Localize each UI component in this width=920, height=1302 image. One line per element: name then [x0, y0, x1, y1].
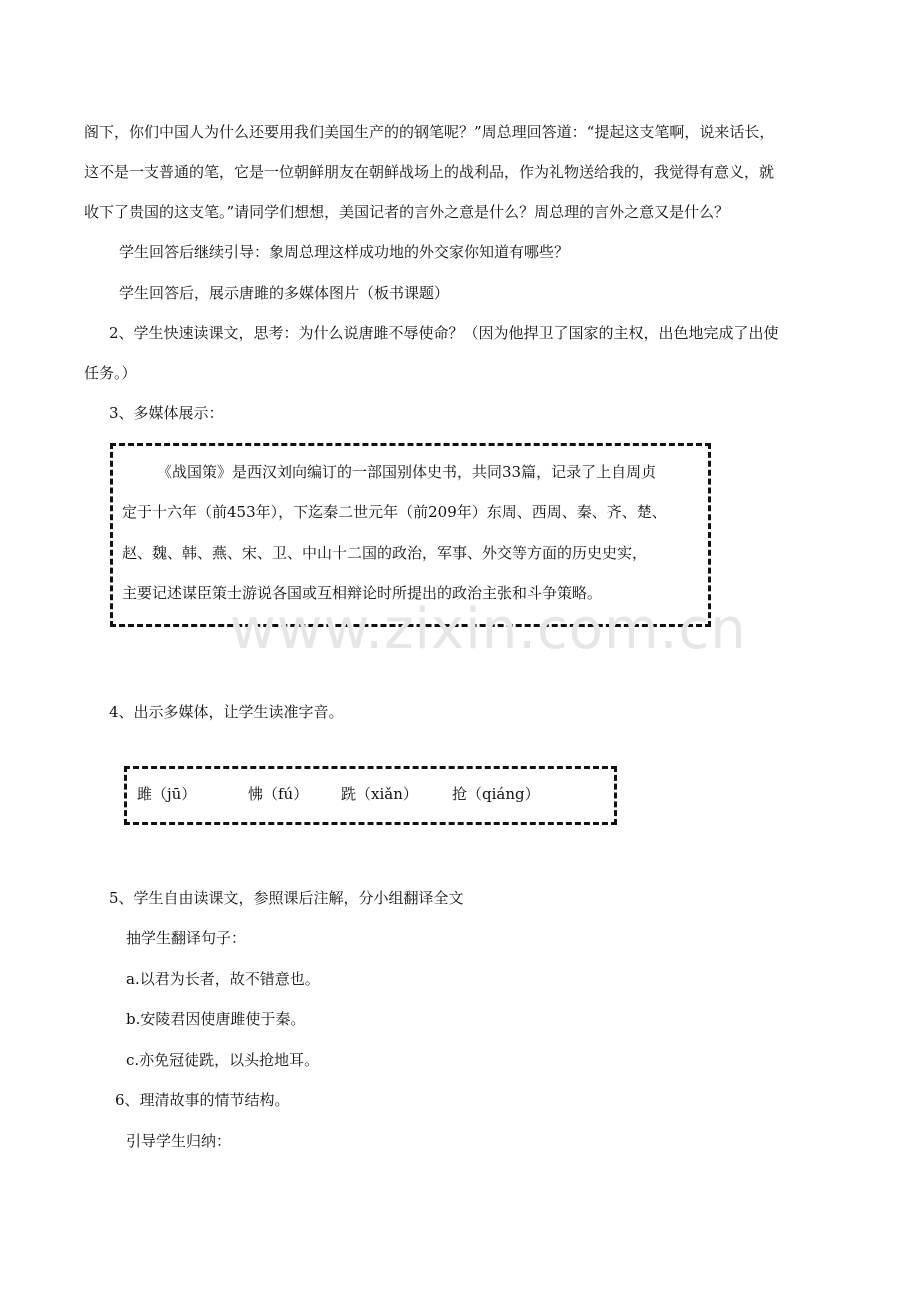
paragraph-line: 阁下，你们中国人为什么还要用我们美国生产的的钢笔呢？”周总理回答道：“提起这支笔啊，说来话长，	[84, 123, 775, 141]
watermark: www.zixin.com.cn	[230, 597, 747, 662]
paragraph-line: 学生回答后，展示唐雎的多媒体图片（板书课题）	[119, 284, 450, 302]
box-text-line: 《战国策》是西汉刘向编订的一部国别体史书，共同33篇，记录了上自周贞	[157, 463, 657, 481]
section-2-line: 2、学生快速读课文，思考：为什么说唐雎不辱使命？（因为他捍卫了国家的主权，出色地完成了出使	[109, 324, 779, 342]
paragraph-line: 学生回答后继续引导：象周总理这样成功地的外交家你知道有哪些？	[119, 243, 570, 261]
sentence-item: a.以君为长者，故不错意也。	[126, 970, 320, 988]
section-6-heading: 6、理清故事的情节结构。	[115, 1091, 290, 1109]
pronunciation-item: 怫（fú）	[248, 785, 309, 803]
section-3-heading: 3、多媒体展示：	[109, 404, 224, 422]
paragraph-line: 收下了贵国的这支笔。”请同学们想想，美国记者的言外之意是什么？周总理的言外之意又是什么？	[84, 203, 730, 221]
paragraph-line: 这不是一支普通的笔，它是一位朝鲜朋友在朝鲜战场上的战利品，作为礼物送给我的，我觉得有意义，就	[84, 163, 775, 181]
box-text-line: 定于十六年（前453年），下迄秦二世元年（前209年）东周、西周、秦、齐、楚、	[122, 503, 667, 521]
box-text-line: 赵、魏、韩、燕、宋、卫、中山十二国的政治，军事、外交等方面的历史史实，	[122, 544, 648, 562]
sentence-item: c.亦免冠徒跣，以头抢地耳。	[126, 1051, 320, 1069]
box-text-line: 主要记述谋臣策士游说各国或互相辩论时所提出的政治主张和斗争策略。	[122, 584, 603, 602]
pronunciation-item: 抢（qiáng）	[452, 785, 540, 803]
section-5-subheading: 抽学生翻译句子：	[126, 929, 247, 947]
section-4-heading: 4、出示多媒体，让学生读准字音。	[109, 703, 344, 721]
section-2-line: 任务。）	[84, 364, 137, 382]
pronunciation-item: 雎（jū）	[137, 785, 197, 803]
section-5-heading: 5、学生自由读课文，参照课后注解，分小组翻译全文	[109, 889, 464, 907]
sentence-item: b.安陵君因使唐雎使于秦。	[126, 1010, 306, 1028]
pronunciation-item: 跣（xiǎn）	[341, 785, 418, 803]
section-6-subheading: 引导学生归纳：	[126, 1132, 232, 1150]
